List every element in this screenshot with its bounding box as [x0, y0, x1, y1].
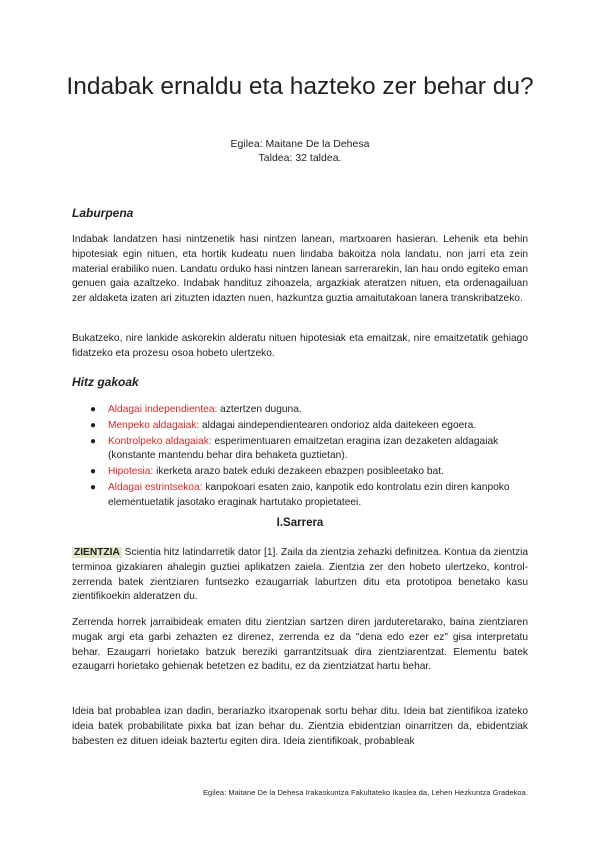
keyword-term: Kontrolpeko aldagaiak: [108, 435, 212, 447]
abstract-paragraph-1: Indabak landatzen hasi nintzenetik hasi nintzen lanean, martxoaren hasieran. Lehenik eta behin hipotesiak egin nituen, eta hortik kudeatu nuen lindaba bakoitza nola landatu, non jarri eta zein material erabiliko nuen. Landatu orduko hasi nintzen lanean sarrerarekin, lan hau ondo egiteko eman genuen gaia azaltzeko. Indabak handituz zihoazela, argazkiak ateratzen nituen, eta ordenagailuan zer aldaketa izaten ari zituzten idazten nuen, hazkuntza guztia amaitutakoan lanera transkribatzeko. [72, 234, 528, 305]
keyword-term: Menpeko aldagaiak: [108, 419, 200, 431]
keyword-item [72, 435, 528, 465]
bullet-icon: ● [90, 435, 97, 447]
keyword-item [72, 481, 528, 511]
highlighted-term: ZIENTZIA [74, 547, 120, 558]
group-line: Taldea: 32 taldea. [258, 152, 342, 164]
keyword-desc: esperimentuaren emaitzetan eragina izan dezaketen aldagaiak (konstante mantendu behar dira behaketa guztietan). [108, 435, 499, 462]
bullet-icon: ● [90, 466, 97, 478]
abstract-paragraph-2: Bukatzeko, nire lankide askorekin alderatu nituen hipotesiak eta emaitzak, nire emaitzetatik gehiago fidatzeko eta prozesu osoa hobeto ulertzeko. [72, 333, 528, 359]
keyword-desc: aztertzen duguna. [217, 404, 302, 415]
bullet-icon: ● [90, 404, 97, 415]
keywords-list [72, 403, 528, 512]
keyword-term: Hipotesia: [108, 466, 154, 478]
keyword-desc: ikerketa arazo batek eduki dezakeen ebazpen posibleetako bat. [153, 466, 444, 478]
intro-paragraph-1 [72, 546, 528, 605]
keyword-item [72, 419, 528, 434]
bullet-icon: ● [90, 481, 97, 493]
keyword-item [72, 403, 528, 418]
intro-paragraph-3: Ideia bat probablea izan dadin, berariazko itxaropenak sortu behar ditu. Ideia bat zientifikoa izateko ideia batek probabilitate pixka bat izan behar du. Zientzia ebidentzian oinarritzen da, ebidentziak babesten ez dituen ideiak baztertu egiten dira. Ideia zientifikoak, probableak [72, 706, 528, 747]
keyword-term: Aldagai independientea: [108, 404, 218, 415]
author-block [100, 137, 500, 165]
intro-paragraph-2: Zerrenda horrek jarraibideak ematen ditu zientzian sartzen diren jarduteretarako, baina zientziaren mugak argi eta garbi zehazten ez direnez, zerrenda ez da "dena edo ezer ez" gisa interpretatu behar. Ezaugarri horietako batzuk bereziki garrantzitsuak dira zientziarentzat. Elementu batek ezaugarri horietako gehienak betetzen ez baditu, ez da zientziatzat hartu behar. [72, 617, 528, 673]
paper-title: Indabak ernaldu eta hazteko zer behar du? [66, 73, 534, 100]
author-line: Egilea: Maitane De la Dehesa [230, 138, 370, 150]
keywords-heading: Hitz gakoak [72, 375, 139, 389]
intro-paragraph-1-text: Scientia hitz latindarretik dator [1]. Zaila da zientzia zehazki definitzea. Kontua da zientzia terminoa gizakiaren ahalegin guztiei aplikatzen zaiela. Zientzia zer den hobeto ulertzeko, kontrol-zerrenda batek zientziaren funtsezko ezaugarriak laburtzen ditu eta prototipoa benetako kasu zientifikoekin alderatzen du. [72, 547, 528, 603]
keyword-term: Aldagai estrintsekoa: [108, 481, 203, 493]
intro-heading: I.Sarrera [276, 517, 324, 529]
keyword-desc: aldagai aindependientearen ondorioz alda daitekeen egoera. [199, 419, 477, 431]
page-footer: Egilea: Maitane De la Dehesa Irakaskuntza Fakultateko Ikaslea da, Lehen Hezkuntza Gradekoa. [202, 788, 528, 797]
keyword-desc: kanpokoari esaten zaio, kanpotik edo kontrolatu ezin diren kanpoko elementuetatik jasotako eraginak hartutako propietateei. [108, 481, 510, 508]
keyword-item [72, 465, 528, 480]
bullet-icon: ● [90, 419, 97, 431]
abstract-heading: Laburpena [72, 206, 134, 220]
